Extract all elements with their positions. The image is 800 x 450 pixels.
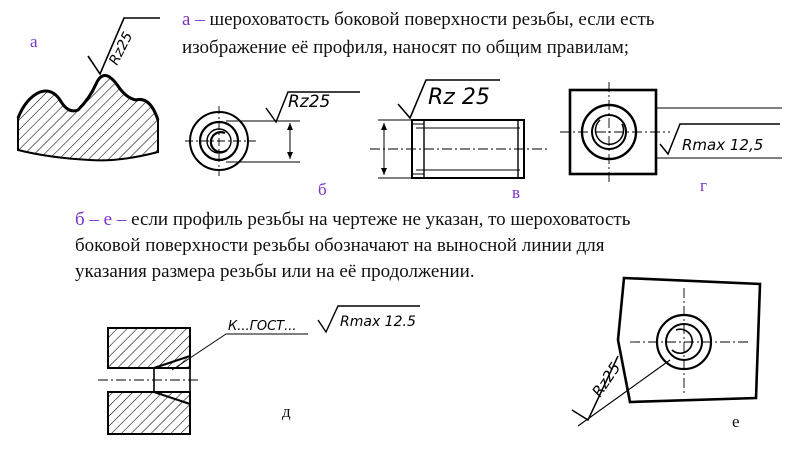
roughness-prefix-d: К...ГОСТ... — [228, 319, 297, 334]
figure-e-part-with-hole — [572, 278, 760, 426]
paragraph-b-line3: указания размера резьбы или на её продолжении. — [75, 261, 475, 282]
paragraph-b-range: б – е — [75, 209, 113, 230]
figure-b-thread-end-view — [185, 92, 360, 176]
figure-label-v: в — [512, 183, 521, 202]
roughness-label-a: Rz25 — [106, 29, 137, 68]
paragraph-b-text1: если профиль резьбы на чертеже не указан, то шероховатость — [131, 209, 631, 230]
roughness-label-b: Rz25 — [288, 92, 331, 112]
figure-a-thread-profile — [18, 18, 160, 160]
paragraph-b-dash: – — [112, 209, 132, 230]
roughness-label-e: Rz25 — [588, 359, 625, 401]
paragraph-a-line2: изображение её профиля, наносят по общим правилам; — [182, 37, 630, 58]
figure-label-e: е — [732, 412, 740, 431]
figure-label-g: г — [700, 176, 707, 195]
figure-g-square-hole — [560, 82, 782, 184]
figure-label-a: а — [30, 32, 38, 51]
roughness-label-d: Rmax 12.5 — [340, 314, 416, 330]
roughness-label-g: Rmax 12,5 — [682, 136, 764, 154]
paragraph-b-line2: боковой поверхности резьбы обозначают на выносной линии для — [75, 235, 605, 256]
paragraph-a-text1: шероховатость боковой поверхности резьбы, если есть — [209, 9, 655, 30]
figure-label-b: б — [318, 180, 327, 199]
paragraph-a-dash: – — [190, 9, 210, 30]
paragraph-a-letter: а — [182, 9, 191, 30]
roughness-label-v: Rz 25 — [428, 85, 490, 110]
figure-label-d: д — [282, 402, 291, 421]
